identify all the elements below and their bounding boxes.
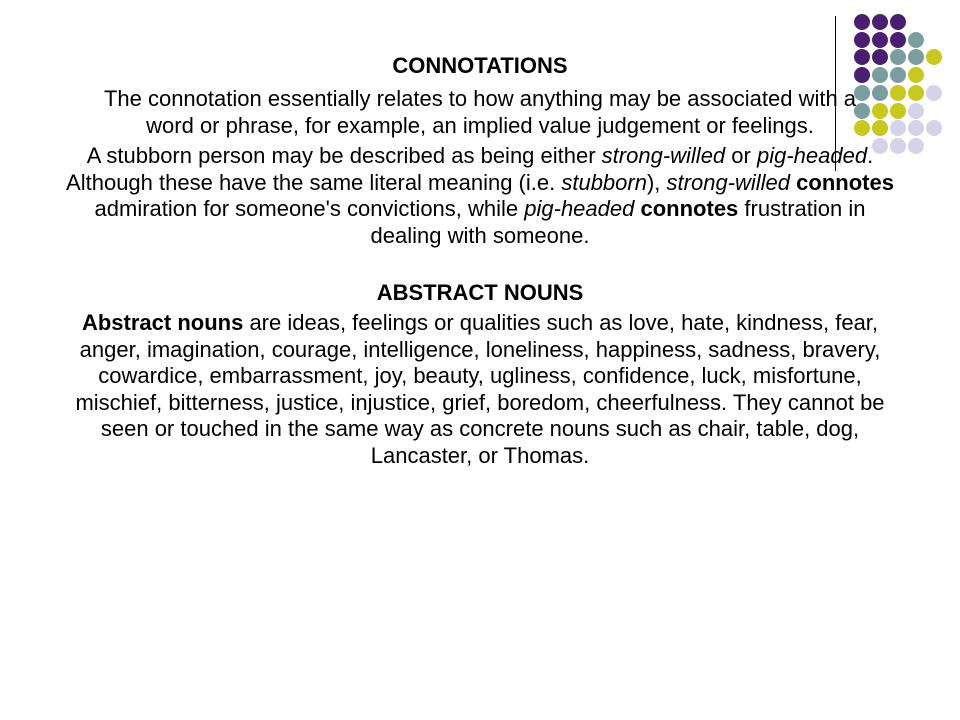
decorative-dot — [890, 32, 906, 48]
bold-term: connotes — [796, 169, 894, 195]
italic-term: strong-willed — [666, 169, 791, 195]
abstract-nouns-definition — [60, 310, 900, 469]
text-run: frustration in dealing with someone. — [370, 196, 866, 248]
decorative-dot — [926, 85, 942, 101]
connotation-definition: The connotation essentially relates to how anything may be associated with a word or phrase, for example, an implied value judgement or feelings. — [103, 86, 857, 138]
text-run: or — [725, 143, 757, 168]
decorative-dot — [908, 49, 924, 65]
decorative-dot — [908, 120, 924, 136]
text-run: admiration for someone's convictions, while — [94, 196, 525, 221]
decorative-dot — [890, 14, 906, 30]
decorative-dot — [926, 120, 942, 136]
connotation-example — [60, 143, 900, 249]
decorative-dot — [854, 32, 870, 48]
decorative-dot — [908, 103, 924, 119]
heading-connotations: CONNOTATIONS — [392, 53, 568, 78]
decorative-dot — [908, 67, 924, 83]
text-run: . Although these have the same literal meaning (i.e. — [66, 143, 874, 195]
decorative-dot — [908, 138, 924, 154]
decorative-dot — [926, 49, 942, 65]
italic-term: pig-headed — [756, 143, 868, 168]
italic-term: stubborn — [561, 169, 647, 195]
slide-content — [60, 52, 900, 469]
section-gap — [60, 249, 900, 279]
decorative-dot — [872, 32, 888, 48]
decorative-dot — [854, 14, 870, 30]
text-run: ), — [646, 169, 667, 195]
heading-abstract-nouns: ABSTRACT NOUNS — [376, 280, 584, 305]
bold-term: Abstract nouns — [81, 310, 244, 335]
bold-term: connotes — [640, 196, 739, 221]
text-run: A stubborn person may be described as being either — [86, 143, 602, 168]
decorative-dot — [872, 14, 888, 30]
text-run: are ideas, feelings or qualities such as love, hate, kindness, fear, anger, imagination, courage, intelligence, loneliness, happiness, sadness, bravery, cowardice, embarrassment, joy, beauty, ugliness, confidence, luck, misfortune, mischief, bitterness, justice, injustice, grief, boredom, cheerfulness. They cannot be seen or touched in the same way as concrete nouns such as chair, table, dog, Lancaster, or Thomas. — [75, 310, 885, 468]
italic-term: pig-headed — [524, 196, 635, 221]
decorative-dot — [908, 85, 924, 101]
italic-term: strong-willed — [601, 143, 726, 168]
decorative-dot — [908, 32, 924, 48]
